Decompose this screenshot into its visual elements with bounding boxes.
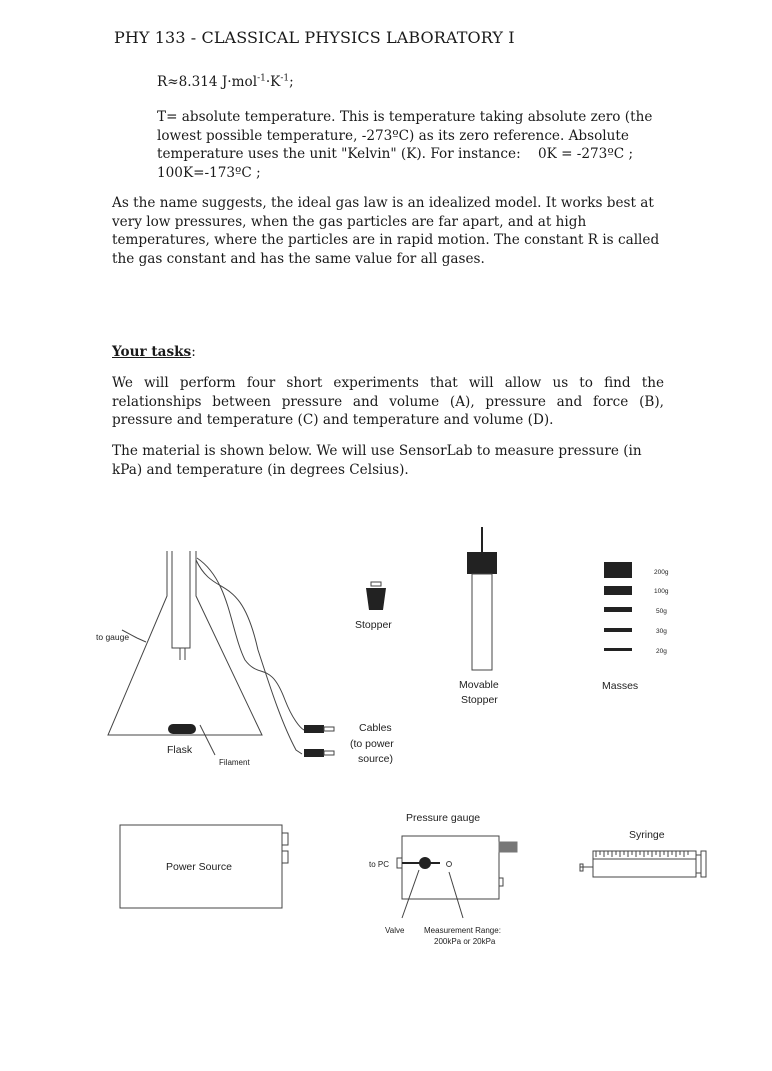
gas-constant-definition: R≈8.314 $J\cdot mol^{-1}\cdot K^{-1}$;: [157, 73, 294, 90]
pressure-gauge-label: Pressure gauge: [406, 812, 481, 824]
valve-knob: [419, 857, 431, 869]
pressure-gauge-drawing: [397, 836, 517, 918]
page-header: PHY 133 - CLASSICAL PHYSICS LABORATORY I: [114, 28, 515, 47]
filament-label: Filament: [219, 758, 250, 767]
cable-plugs: [304, 725, 334, 757]
mass-label-20g: 20g: [656, 648, 667, 655]
mass-label-100g: 100g: [654, 588, 669, 595]
valve-label: Valve: [385, 926, 405, 935]
masses-drawing: [604, 562, 632, 651]
to-pc-label: to PC: [369, 860, 390, 869]
range-label-2: 200kPa or 20kPa: [434, 937, 496, 946]
stopper-label: Stopper: [355, 619, 392, 631]
stopper-shape: [366, 588, 386, 610]
syringe-drawing: [580, 851, 706, 877]
stopper-top: [371, 582, 381, 586]
mass-label-30g: 30g: [656, 628, 667, 635]
mass-label-50g: 50g: [656, 608, 667, 615]
flask-label: Flask: [167, 744, 193, 756]
tasks-heading: Your tasks:: [112, 344, 196, 360]
movable-stopper-drawing: [467, 527, 497, 670]
mass-label-200g: 200g: [654, 569, 669, 576]
power-source-label: Power Source: [166, 861, 232, 873]
cables-label-1: Cables: [359, 722, 392, 734]
filament-coil: [168, 724, 196, 734]
to-gauge-label: to gauge: [96, 632, 130, 642]
range-label-1: Measurement Range:: [424, 926, 501, 935]
masses-label: Masses: [602, 680, 639, 692]
syringe-label: Syringe: [629, 829, 665, 841]
equipment-figure: [0, 510, 772, 980]
movable-label-2: Stopper: [461, 694, 498, 706]
cables-label-2: (to power: [350, 738, 394, 750]
temperature-definition: T= absolute temperature. This is temperature taking absolute zero (the lowest possible temperature, -273ºC) as its zero reference. Absolute temperature uses the unit "Kelvin" (K). For instance: 0K = -273ºC ; 100K=-173ºC ;: [157, 109, 653, 181]
flask-drawing: [108, 551, 304, 755]
cables-label-3: source): [358, 753, 394, 765]
movable-label-1: Movable: [459, 679, 499, 691]
tasks-paragraph-2: The material is shown below. We will use SensorLab to measure pressure (in kPa) and temperature (in degrees Celsius).: [112, 443, 642, 478]
intro-paragraph: As the name suggests, the ideal gas law is an idealized model. It works best at very low pressures, when the gas particles are far apart, and at high temperatures, where the particles are in rapid motion. The constant R is called the gas constant and has the same value for all gases.: [112, 195, 660, 267]
tasks-paragraph-1: We will perform four short experiments that will allow us to find the relationships between pressure and volume (A), pressure and force (B), pressure and temperature (C) and temperature and volume (D).: [112, 375, 664, 428]
